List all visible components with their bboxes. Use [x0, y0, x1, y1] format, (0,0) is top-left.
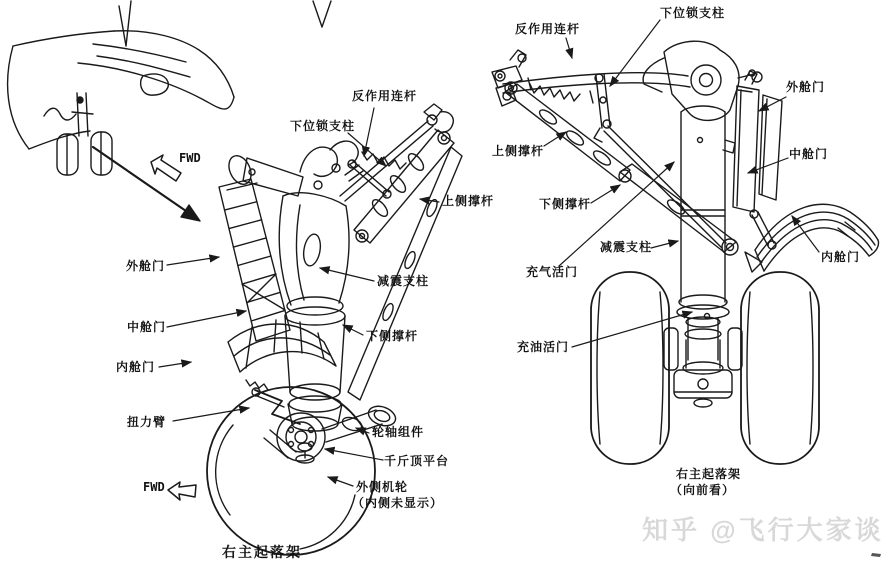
- label-left-lower-side-strut: 下侧撑杆: [366, 329, 419, 343]
- fwd-top-label: FWD: [179, 151, 201, 165]
- label-left-middle-door: 中舱门: [127, 320, 167, 334]
- label-right-inner-door: 内舱门: [821, 250, 861, 264]
- zhihu-watermark: 知乎 @飞行大家谈: [642, 515, 884, 545]
- label-right-lower-side-strut: 下侧撑杆: [539, 197, 592, 211]
- label-right-reaction-link: 反作用连杆: [515, 22, 581, 36]
- label-jack-platform: 千斤顶平台: [384, 454, 450, 468]
- label-outer-wheel-note: （内侧未显示）: [352, 496, 444, 510]
- label-outer-wheel: 外侧机轮: [356, 480, 409, 494]
- caption-right-view-line1: 右主起落架: [676, 467, 742, 481]
- label-left-downlock-strut: 下位锁支柱: [290, 119, 356, 133]
- label-left-reaction-link: 反作用连杆: [352, 89, 418, 103]
- fwd-bottom-label: FWD: [143, 480, 165, 494]
- label-right-upper-side-strut: 上侧撑杆: [492, 144, 545, 158]
- label-air-valve: 充气活门: [526, 265, 579, 279]
- label-torsion-arm: 扭力臂: [127, 415, 167, 429]
- label-left-outer-door: 外舱门: [126, 259, 166, 273]
- label-left-shock-strut: 减震支柱: [377, 274, 430, 288]
- leader-arrows: [159, 20, 819, 486]
- corner-mark: [871, 553, 881, 557]
- label-axle-assembly: 轮轴组件: [372, 425, 425, 439]
- label-right-shock-strut: 减震支柱: [600, 240, 653, 254]
- label-left-upper-side-strut: 上侧撑杆: [442, 194, 495, 208]
- label-left-inner-door: 内舱门: [116, 360, 156, 374]
- caption-right-view-line2: （向前看）: [670, 483, 736, 497]
- label-right-outer-door: 外舱门: [786, 80, 826, 94]
- label-right-middle-door: 中舱门: [789, 147, 829, 161]
- label-right-downlock-strut: 下位锁支柱: [660, 6, 726, 20]
- aircraft-inset-sketch: [8, 1, 234, 221]
- label-oil-valve: 充油活门: [517, 340, 570, 354]
- caption-left-view: 右主起落架: [222, 544, 302, 560]
